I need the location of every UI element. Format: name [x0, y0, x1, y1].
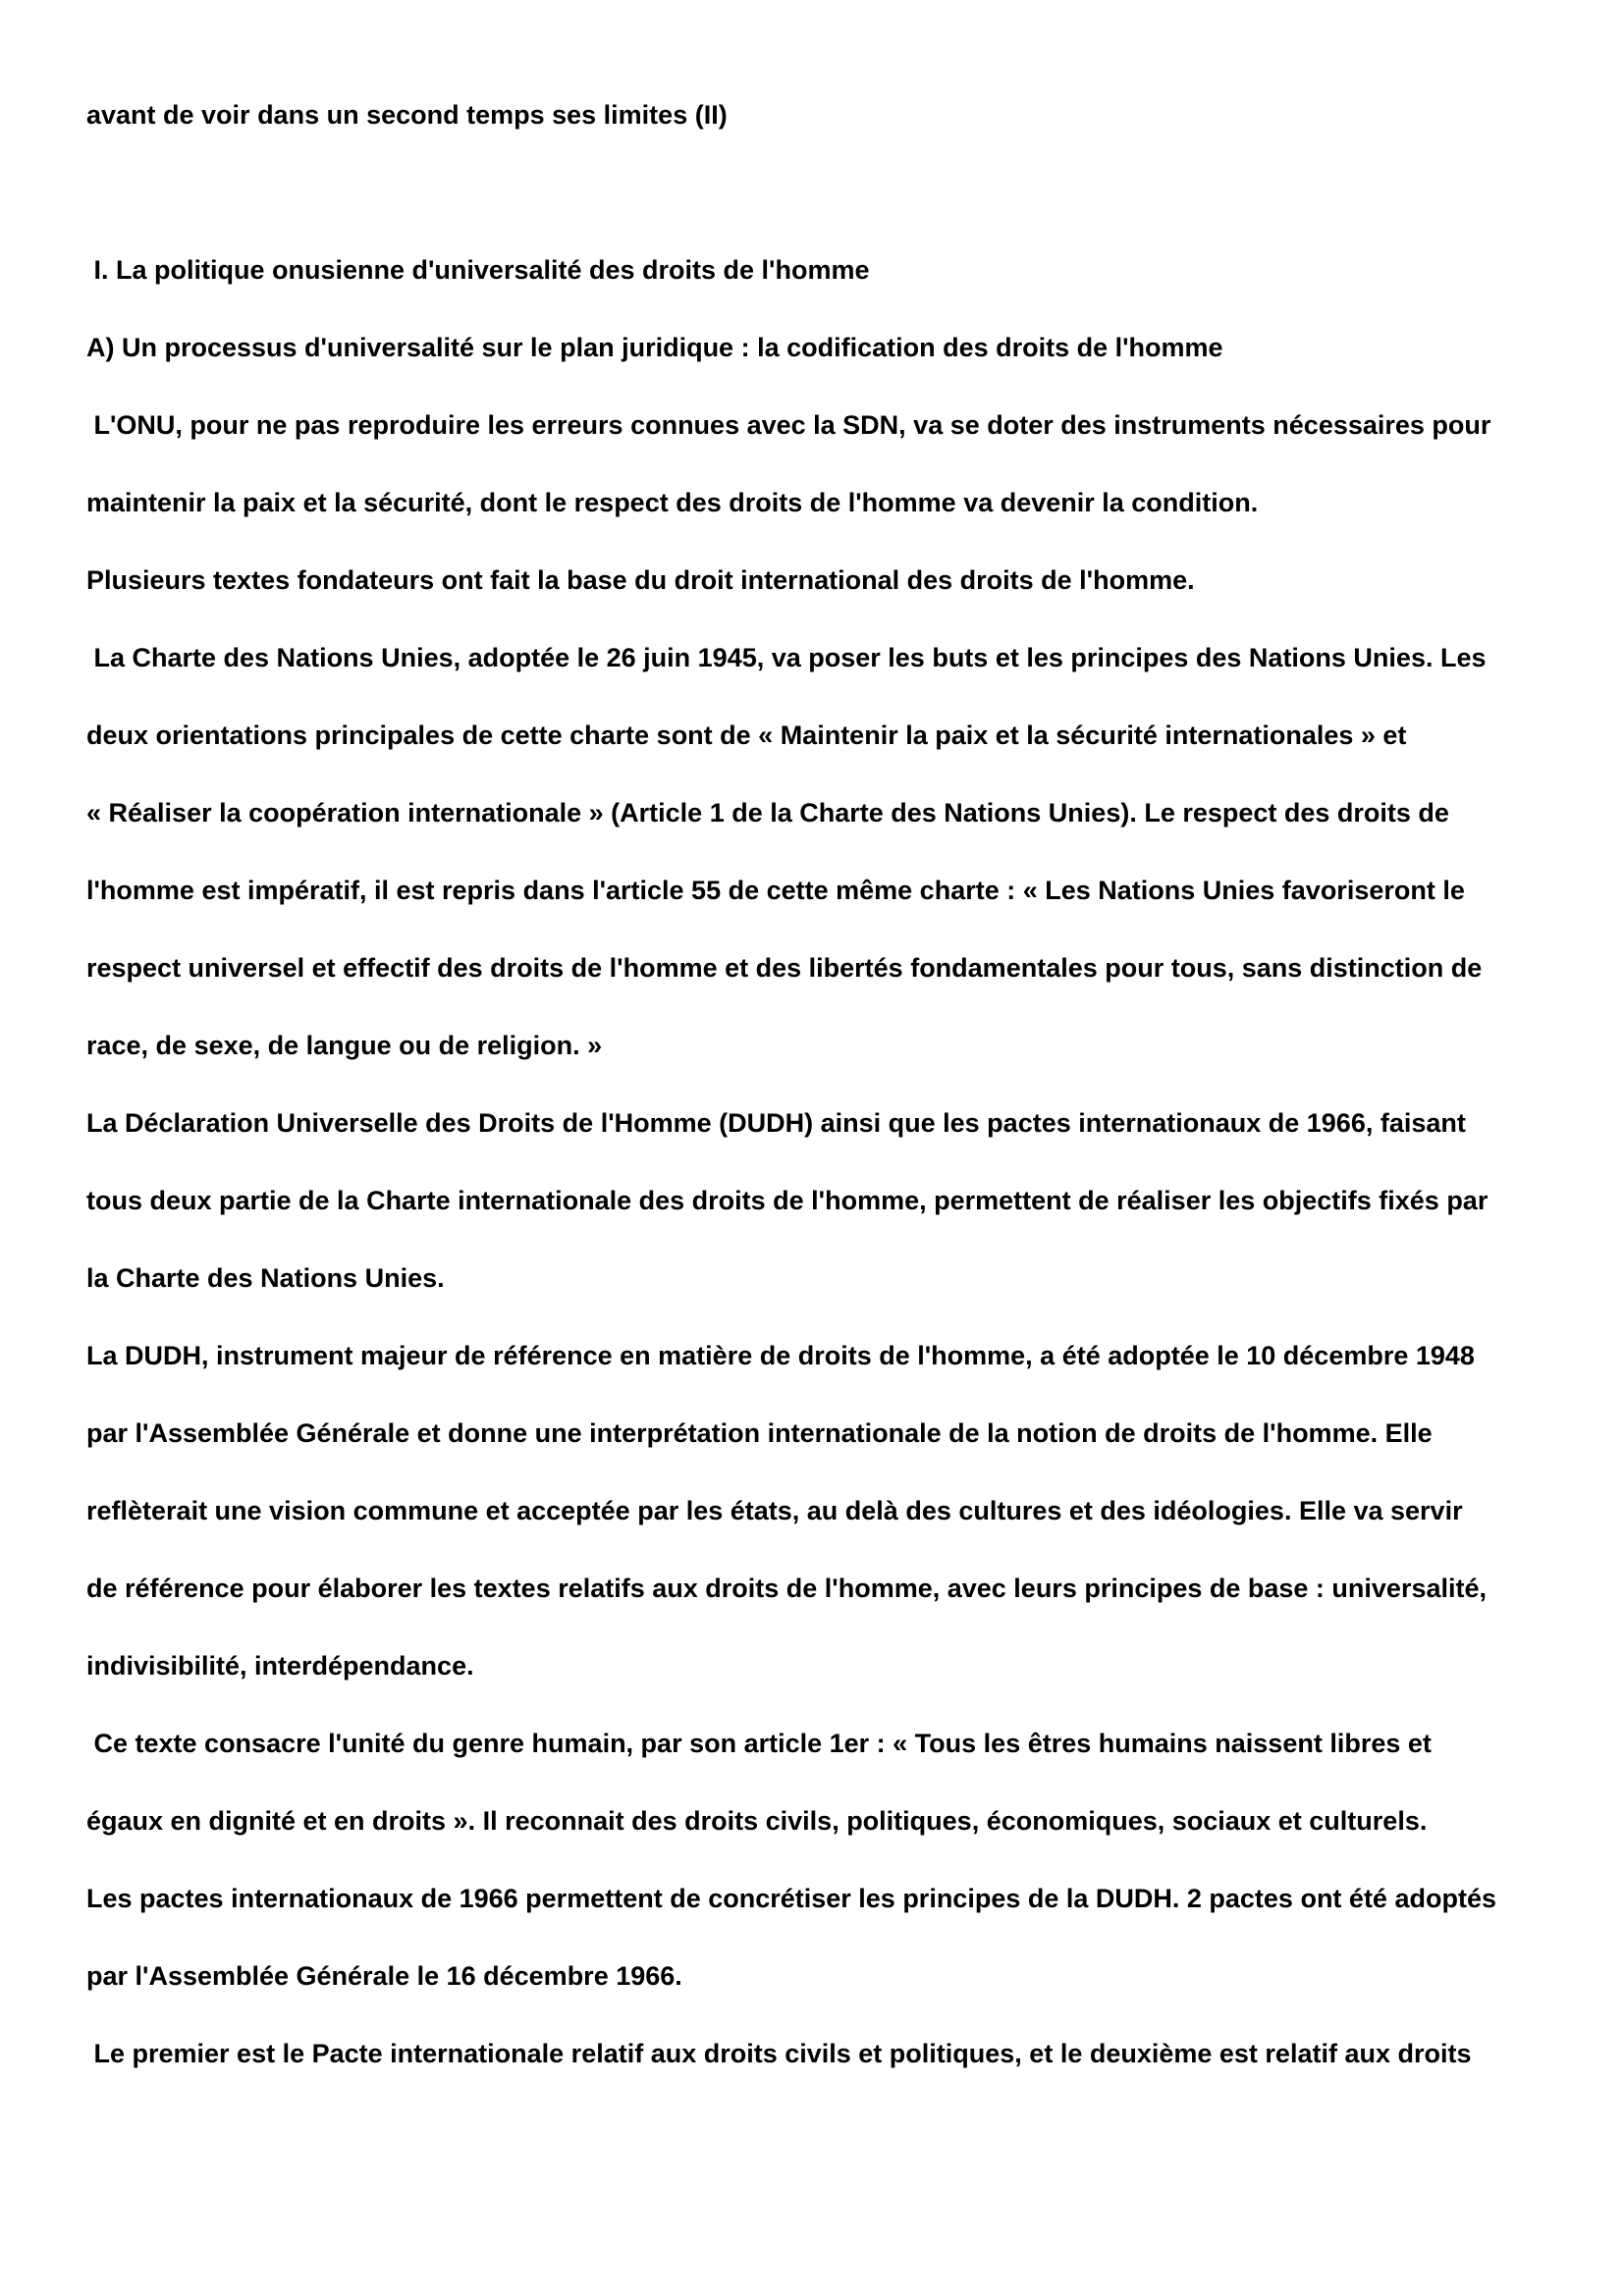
paragraph-line: la Charte des Nations Unies. — [86, 1263, 445, 1293]
paragraph-line: L'ONU, pour ne pas reproduire les erreurs connues avec la SDN, va se doter des instruments nécessaires pour — [86, 410, 1491, 440]
paragraph-line: par l'Assemblée Générale et donne une interprétation internationale de la notion de droits de l'homme. Elle — [86, 1418, 1433, 1448]
paragraph-line: tous deux partie de la Charte internationale des droits de l'homme, permettent de réaliser les objectifs fixés par — [86, 1186, 1489, 1215]
paragraph-line: Ce texte consacre l'unité du genre humain, par son article 1er : « Tous les êtres humains naissent libres et — [86, 1729, 1432, 1758]
paragraph-line: reflèterait une vision commune et acceptée par les états, au delà des cultures et des idéologies. Elle va servir — [86, 1496, 1463, 1525]
paragraph-line: de référence pour élaborer les textes relatifs aux droits de l'homme, avec leurs principes de base : universalité, — [86, 1574, 1487, 1603]
paragraph-line: race, de sexe, de langue ou de religion. » — [86, 1031, 603, 1060]
paragraph-line: avant de voir dans un second temps ses limites (II) — [86, 100, 728, 130]
paragraph-line: Les pactes internationaux de 1966 permettent de concrétiser les principes de la DUDH. 2 pactes ont été adoptés — [86, 1884, 1496, 1913]
paragraph-line: l'homme est impératif, il est repris dans l'article 55 de cette même charte : « Les Nations Unies favoriseront le — [86, 876, 1465, 905]
paragraph-line: La DUDH, instrument majeur de référence en matière de droits de l'homme, a été adoptée le 10 décembre 1948 — [86, 1341, 1475, 1370]
paragraph-line: respect universel et effectif des droits de l'homme et des libertés fondamentales pour tous, sans distinction de — [86, 953, 1483, 983]
paragraph-line: égaux en dignité et en droits ». Il reconnait des droits civils, politiques, économiques, sociaux et culturels. — [86, 1806, 1428, 1836]
paragraph-line: maintenir la paix et la sécurité, dont le respect des droits de l'homme va devenir la condition. — [86, 488, 1259, 517]
paragraph-line: Plusieurs textes fondateurs ont fait la base du droit international des droits de l'homme. — [86, 565, 1195, 595]
section-heading: I. La politique onusienne d'universalité des droits de l'homme — [86, 255, 870, 285]
paragraph-line: deux orientations principales de cette charte sont de « Maintenir la paix et la sécurité internationales » et — [86, 721, 1407, 750]
subsection-heading: A) Un processus d'universalité sur le plan juridique : la codification des droits de l'homme — [86, 333, 1223, 362]
paragraph-line: « Réaliser la coopération internationale » (Article 1 de la Charte des Nations Unies). Le respect des droits de — [86, 798, 1449, 828]
paragraph-line: La Déclaration Universelle des Droits de l'Homme (DUDH) ainsi que les pactes internationaux de 1966, faisant — [86, 1108, 1466, 1138]
paragraph-line: Le premier est le Pacte internationale relatif aux droits civils et politiques, et le deuxième est relatif aux droits — [86, 2039, 1472, 2068]
paragraph-line: par l'Assemblée Générale le 16 décembre 1966. — [86, 1961, 682, 1991]
paragraph-line: indivisibilité, interdépendance. — [86, 1651, 474, 1681]
paragraph-line: La Charte des Nations Unies, adoptée le 26 juin 1945, va poser les buts et les principes des Nations Unies. Les — [86, 643, 1487, 672]
